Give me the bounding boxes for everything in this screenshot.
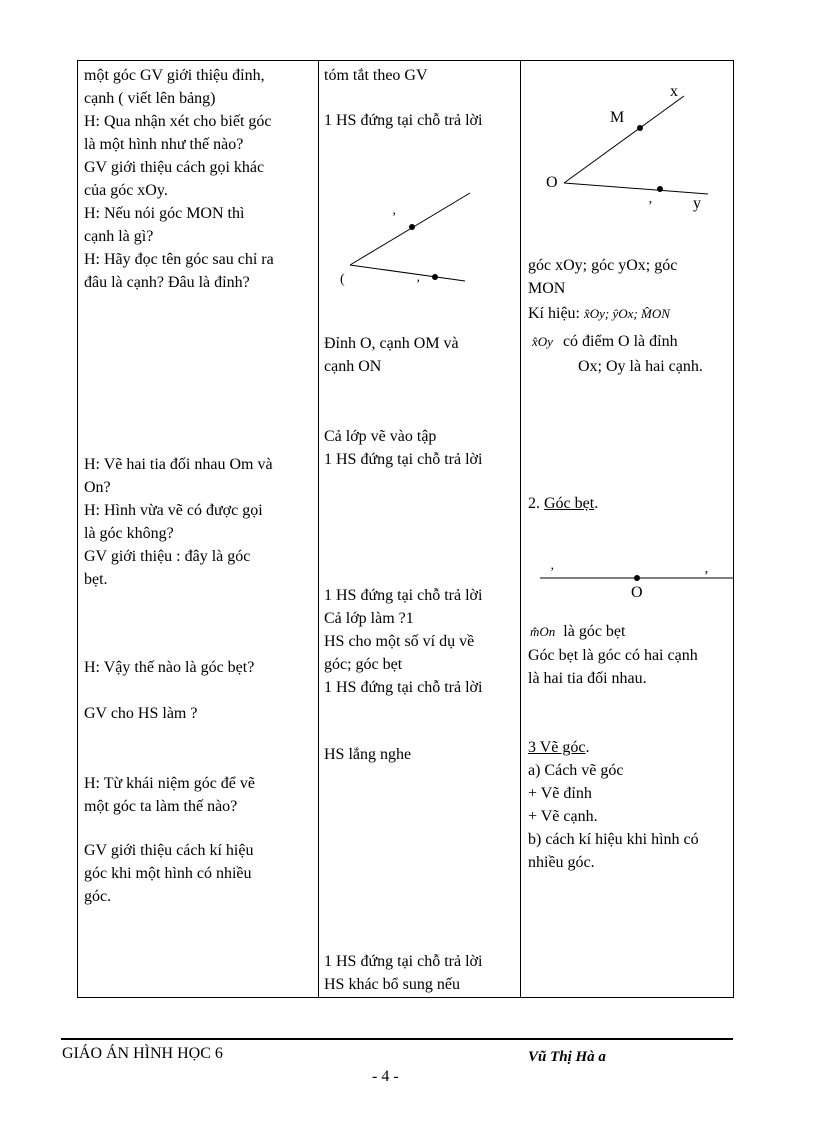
student-line: 1 HS đứng tại chỗ trả lời [324, 587, 483, 604]
student-line: HS cho một số ví dụ về [324, 633, 475, 650]
teacher-line: H: Qua nhận xét cho biết góc [84, 113, 272, 130]
notes-line: + Vẽ cạnh. [528, 808, 598, 825]
teacher-block-3 [84, 656, 314, 679]
student-block-3 [324, 425, 516, 471]
notes-line: nhiều góc. [528, 854, 595, 871]
student-line: 1 HS đứng tại chỗ trả lời [324, 679, 483, 696]
teacher-line: góc. [84, 888, 112, 905]
straight-angle-definition [528, 644, 733, 690]
vertex-formula: x̂Oy [532, 334, 553, 349]
student-line: Cả lớp vẽ vào tập [324, 428, 437, 445]
notes-line: + Vẽ đỉnh [528, 785, 592, 802]
straight-formula: m̂On [530, 624, 556, 639]
teacher-line: H: Nếu nói góc MON thì [84, 205, 245, 222]
student-line: 1 HS đứng tại chỗ trả lời [324, 112, 483, 129]
symbol-formula: x̂Oy; ŷOx; M̂ON [584, 306, 670, 321]
label-lower-point: ʼ [416, 276, 421, 291]
student-block-2 [324, 332, 516, 378]
section-2-number: 2. [528, 495, 540, 512]
teacher-block-6 [84, 839, 314, 908]
student-block-5 [324, 743, 516, 766]
notes-line: a) Cách vẽ góc [528, 762, 624, 779]
teacher-line: cạnh là gì? [84, 228, 154, 245]
student-line: HS khác bổ sung nếu [324, 976, 460, 993]
label-y: y [693, 195, 701, 212]
notes-line: Ox; Oy là hai cạnh. [578, 358, 703, 375]
teacher-line: GV giới thiệu cách kí hiệu [84, 842, 254, 859]
teacher-line: cạnh ( viết lên bảng) [84, 90, 216, 107]
point-on-upper-ray [409, 224, 415, 230]
teacher-line: đâu là cạnh? Đâu là đỉnh? [84, 274, 250, 291]
teacher-block-1 [84, 64, 314, 294]
label-n-straight: ʼ [704, 569, 709, 584]
section-2-dot: . [594, 495, 599, 512]
teacher-line: của góc xOy. [84, 182, 168, 199]
student-line: tóm tắt theo GV [324, 67, 428, 84]
section-2-heading [528, 492, 728, 515]
student-summary [324, 64, 516, 87]
student-block-4 [324, 584, 516, 699]
point-o-straight [634, 575, 640, 581]
student-answer-1 [324, 109, 516, 132]
angle-figure-unlabeled [330, 185, 480, 295]
section-3-title: 3 Vẽ góc [528, 739, 586, 756]
teacher-line: GV giới thiệu : đây là góc [84, 548, 251, 565]
student-line: HS lắng nghe [324, 746, 412, 763]
notes-line: góc xOy; góc yOx; góc [528, 257, 678, 274]
notes-line: Góc bẹt là góc có hai cạnh [528, 647, 698, 664]
teacher-line: là một hình như thế nào? [84, 136, 244, 153]
teacher-line: bẹt. [84, 571, 108, 588]
student-line: cạnh ON [324, 358, 382, 375]
edges-line [578, 355, 728, 378]
teacher-block-5 [84, 772, 314, 818]
label-m: M [610, 109, 625, 126]
student-line: 1 HS đứng tại chỗ trả lời [324, 451, 483, 468]
vertex-line [532, 330, 732, 353]
label-n: ʼ [648, 199, 653, 214]
label-x: x [670, 83, 678, 100]
section-2-title: Góc bẹt [544, 495, 595, 512]
label-m-straight: ʼ [550, 564, 555, 579]
page-number: - 4 - [372, 1068, 399, 1085]
straight-text: là góc bẹt [563, 623, 626, 640]
label-o: O [546, 174, 558, 191]
vertex-text: có điểm O là đỉnh [562, 333, 678, 350]
point-m [637, 125, 643, 131]
section-3-heading [528, 736, 728, 759]
column-divider-1 [318, 60, 319, 998]
teacher-line: là góc không? [84, 525, 174, 542]
label-upper-point: ʼ [392, 209, 397, 224]
teacher-block-2 [84, 453, 314, 591]
teacher-line: góc khi một hình có nhiều [84, 865, 252, 882]
straight-angle-figure [530, 558, 735, 603]
label-o-straight: O [631, 584, 643, 601]
footer-title: GIÁO ÁN HÌNH HỌC 6 [62, 1045, 223, 1062]
teacher-line: H: Vậy thế nào là góc bẹt? [84, 659, 255, 676]
teacher-line: H: Vẽ hai tia đối nhau Om và [84, 456, 273, 473]
teacher-line: On? [84, 479, 111, 496]
student-line: Đỉnh O, cạnh OM và [324, 335, 459, 352]
teacher-block-4 [84, 702, 314, 725]
section-3 [528, 736, 728, 874]
symbol-label: Kí hiệu: [528, 305, 580, 322]
label-vertex: ( [340, 272, 345, 287]
student-line: góc; góc bẹt [324, 656, 403, 673]
notes-line: MON [528, 280, 566, 297]
column-divider-2 [520, 60, 521, 998]
angle-figure-xoy [530, 80, 720, 215]
footer-rule [61, 1038, 733, 1040]
teacher-line: H: Hình vừa vẽ có được gọi [84, 502, 263, 519]
teacher-line: H: Hãy đọc tên góc sau chỉ ra [84, 251, 274, 268]
angle-ray-lower [350, 265, 465, 281]
notes-line: b) cách kí hiệu khi hình có [528, 831, 699, 848]
teacher-line: một góc GV giới thiệu đỉnh, [84, 67, 265, 84]
straight-angle-line [530, 620, 730, 643]
teacher-line: GV giới thiệu cách gọi khác [84, 159, 265, 176]
point-n [657, 186, 663, 192]
footer-author: Vũ Thị Hà a [528, 1049, 606, 1065]
ray-oy [564, 183, 708, 194]
teacher-line: một góc ta làm thế nào? [84, 798, 238, 815]
point-on-lower-ray [432, 274, 438, 280]
teacher-line: H: Từ khái niệm góc để vẽ [84, 775, 255, 792]
teacher-line: GV cho HS làm ? [84, 705, 198, 722]
student-line: Cả lớp làm ?1 [324, 610, 414, 627]
notes-line: là hai tia đối nhau. [528, 670, 647, 687]
angle-names [528, 254, 728, 300]
symbol-line [528, 302, 728, 325]
section-3-dot: . [585, 739, 590, 756]
student-block-6 [324, 950, 516, 996]
student-line: 1 HS đứng tại chỗ trả lời [324, 953, 483, 970]
